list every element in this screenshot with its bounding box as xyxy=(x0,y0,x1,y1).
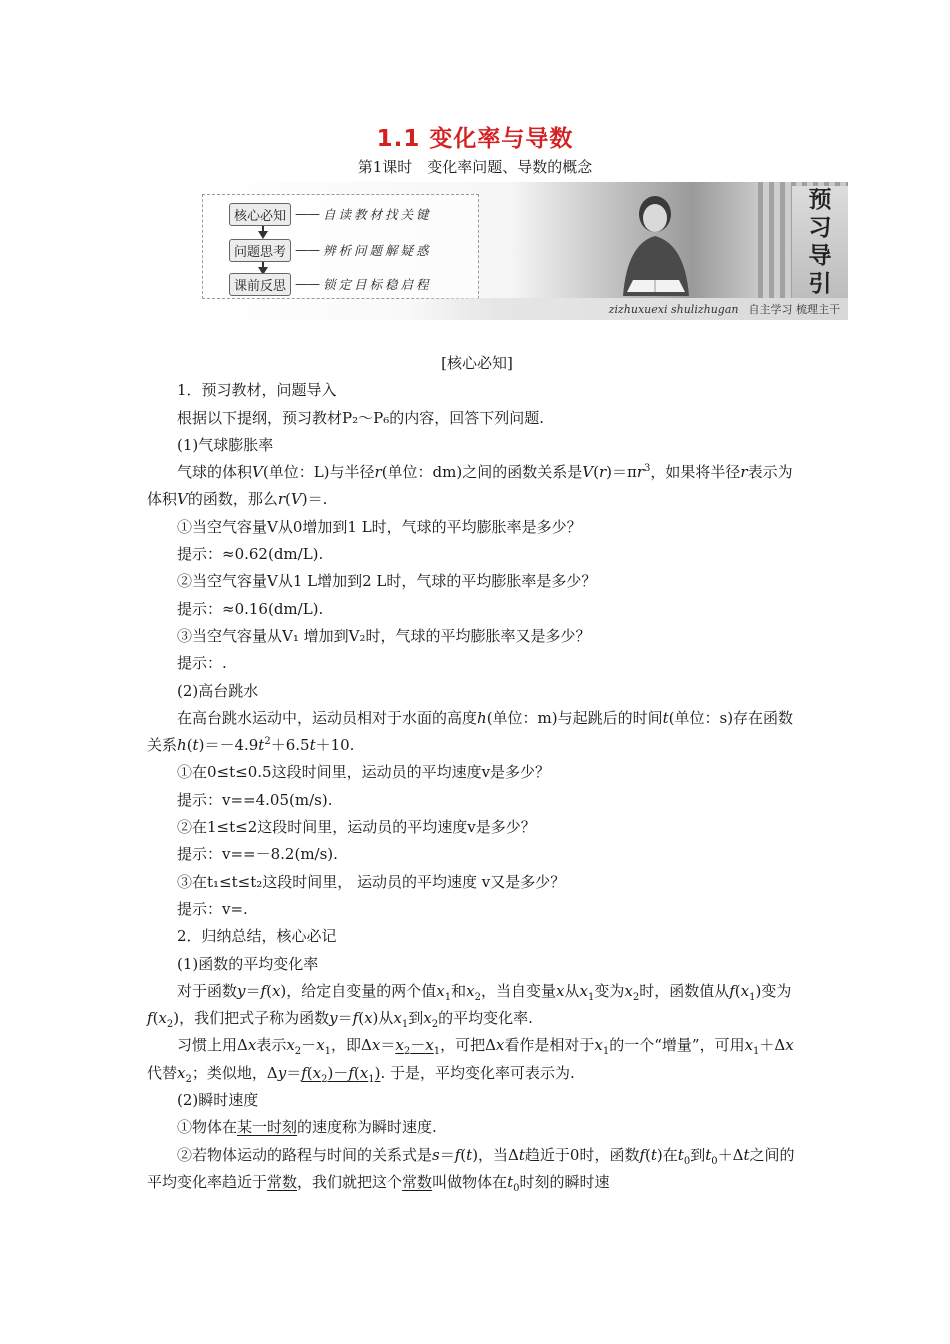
subsection-title: (2)高台跳水 xyxy=(177,681,259,700)
hint: 提示：v=. xyxy=(177,899,248,918)
flow-tag: 课前反思 xyxy=(229,273,291,296)
hint: 提示：v==4.05(m/s). xyxy=(177,790,333,809)
preview-flow-box xyxy=(202,194,479,299)
hint: 提示：. xyxy=(177,654,227,673)
subsection-title: (2)瞬时速度 xyxy=(177,1091,259,1110)
paragraph: 习惯上用Δx表示$x_2-x_1$，即$\Delta x=x_2-x_1$，可把Δx看作是相对于$x_1$的一个“增量”，可用$x_1+\Delta x$代替$x_2$；类似地，$\Delta y=f(x_2)-f(x_1)$. 于是，平均变化率可表示为. xyxy=(147,1036,794,1085)
hint: 提示：v==－8.2(m/s). xyxy=(177,845,338,864)
lesson-subtitle: 第1课时 变化率问题、导数的概念 xyxy=(357,158,593,176)
paragraph: 对于函数y＝f(x)，给定自变量的两个值$x_1$和$x_2$，当自变量x从$x_1$变为$x_2$时，函数值从$f(x_1)$变为$f(x_2)$，我们把式子称为函数y＝f(x)从$x_1$到$x_2$的平均变化率. xyxy=(147,981,792,1031)
page-title: 1.1 变化率与导数 xyxy=(376,126,574,152)
paragraph: ②若物体运动的路程与时间的关系式是s＝f(t)，当Δt趋近于0时，函数f(t)在$t_0$到$t_0+\Delta t$之间的平均变化率趋近于常数，我们就把这个常数叫做物体在$t_0$时刻的瞬时速 xyxy=(147,1145,795,1194)
arrow-down-icon xyxy=(258,231,268,239)
flow-desc: 辨析问题解疑惑 xyxy=(323,243,432,258)
question: ③当空气容量从V₁ 增加到V₂时，气球的平均膨胀率又是多少？ xyxy=(177,626,591,645)
section-title: 1．预习教材，问题导入 xyxy=(177,381,337,400)
flow-desc: 锁定目标稳启程 xyxy=(323,277,432,292)
hint: 提示：≈0.16(dm/L). xyxy=(177,599,324,618)
banner-footer: zizhuxuexi shulizhugan 自主学习 梳理主干 xyxy=(408,298,848,320)
paragraph: 在高台跳水运动中，运动员相对于水面的高度h(单位：m)与起跳后的时间t(单位：s)存在函数关系$h(t)=-4.9t^2+6.5t+10$. xyxy=(147,708,794,755)
paragraph: 气球的体积V(单位：L)与半径r(单位：dm)之间的函数关系是$V(r)=\pi r^3$，如果将半径r表示为体积V的函数，那么r(V)＝. xyxy=(147,463,793,509)
question: ①当空气容量V从0增加到1 L时，气球的平均膨胀率是多少？ xyxy=(177,517,582,536)
section-title: 2．归纳总结，核心必记 xyxy=(177,927,337,946)
flow-step: 问题思考 —— 辨析问题解疑惑 xyxy=(229,239,432,261)
hint: 提示：≈0.62(dm/L). xyxy=(177,545,324,564)
flow-step: 课前反思 —— 锁定目标稳启程 xyxy=(229,273,432,295)
question: ②在1≤t≤2这段时间里，运动员的平均速度v是多少？ xyxy=(177,818,536,837)
paragraph: ①物体在某一时刻的速度称为瞬时速度. xyxy=(177,1118,437,1137)
reading-student-image xyxy=(593,184,713,296)
flow-tag: 问题思考 xyxy=(229,239,291,262)
paragraph: 根据以下提纲，预习教材P₂～P₆的内容，回答下列问题. xyxy=(177,408,544,427)
question: ②当空气容量V从1 L增加到2 L时，气球的平均膨胀率是多少？ xyxy=(177,572,597,591)
main-content xyxy=(147,350,807,1196)
flow-step: 核心必知 —— 自读教材找关键 xyxy=(229,203,432,225)
subsection-title: (1)函数的平均变化率 xyxy=(177,954,319,973)
section-heading: [核心必知] xyxy=(441,354,513,372)
preview-zone-label: 预 习 导 引 xyxy=(792,186,848,298)
flow-desc: 自读教材找关键 xyxy=(323,207,432,222)
preview-banner xyxy=(198,182,848,320)
question: ③在t₁≤t≤t₂这段时间里， 运动员的平均速度 v又是多少？ xyxy=(177,872,566,891)
subsection-title: (1)气球膨胀率 xyxy=(177,435,274,454)
question: ①在0≤t≤0.5这段时间里，运动员的平均速度v是多少？ xyxy=(177,763,551,782)
flow-tag: 核心必知 xyxy=(229,203,291,226)
